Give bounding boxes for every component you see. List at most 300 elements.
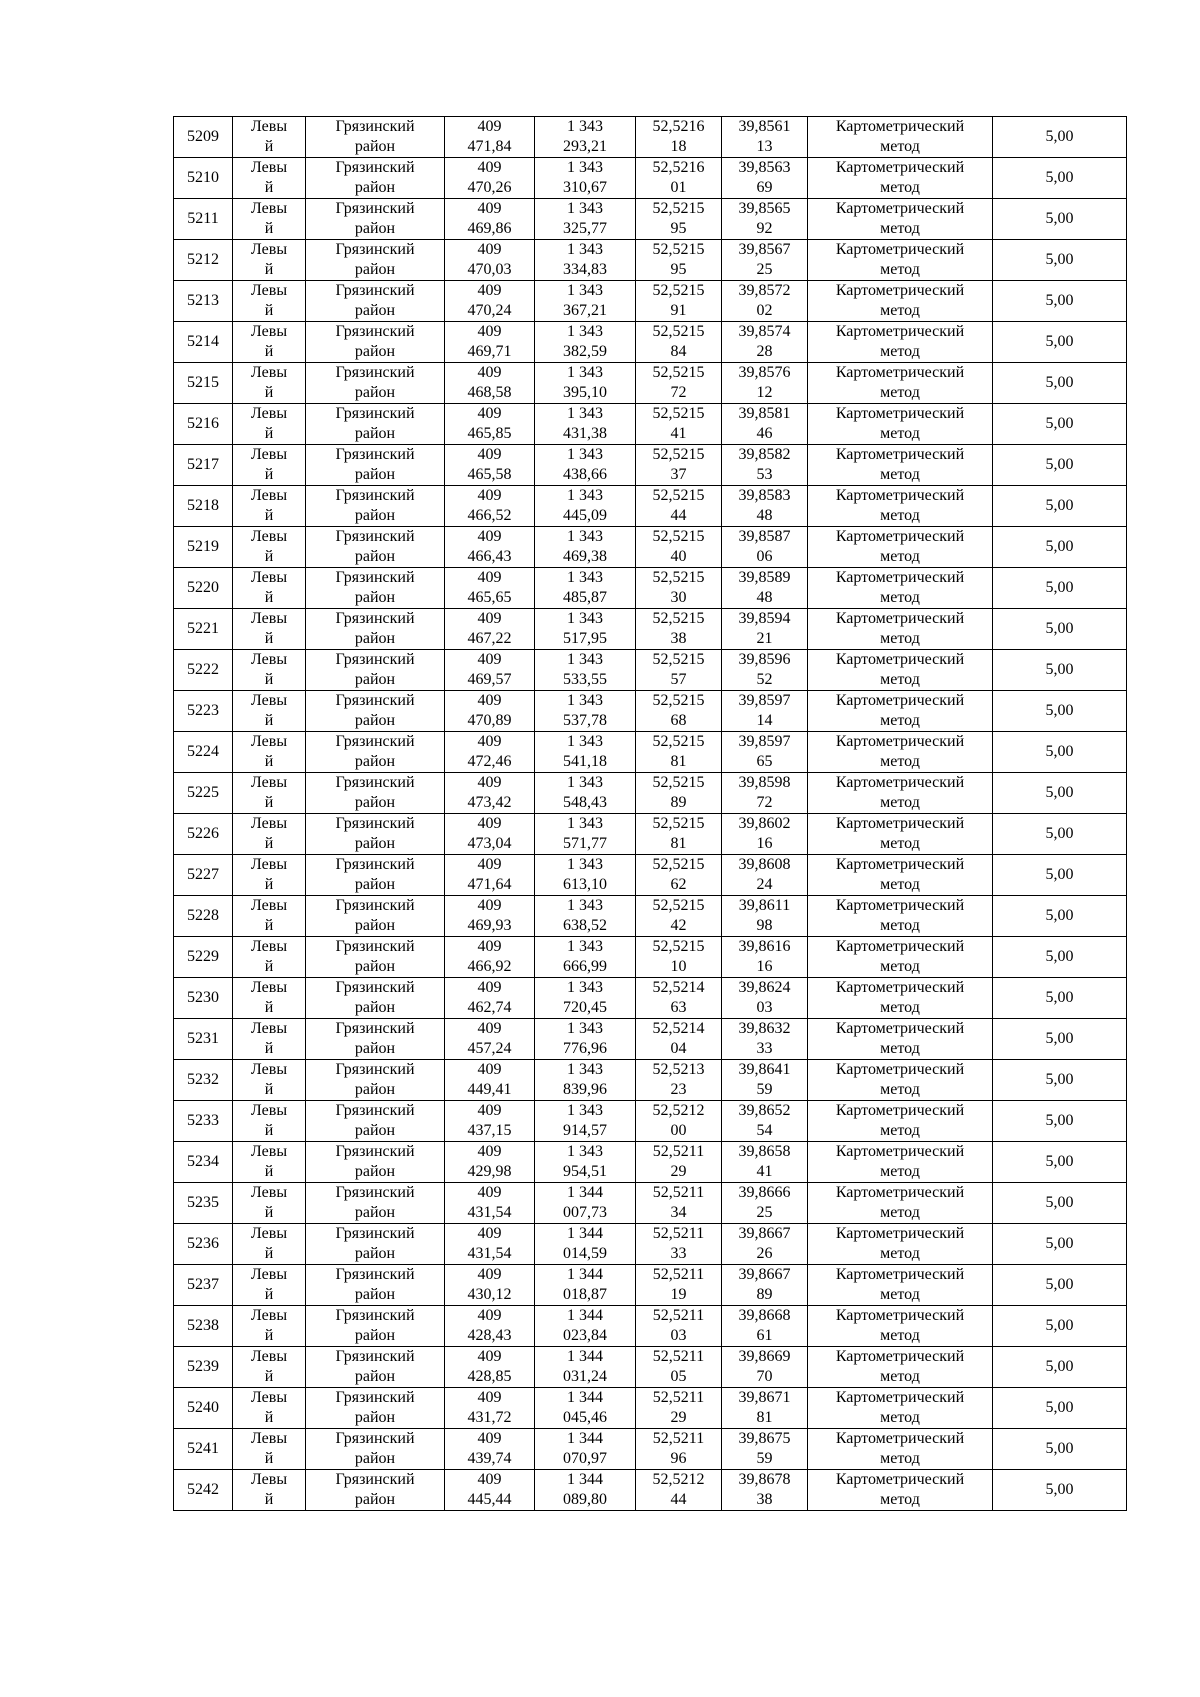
cell-line: Левы — [250, 692, 288, 709]
cell-line: Левы — [250, 938, 288, 955]
table-row — [174, 322, 1127, 363]
district-cell — [306, 1019, 445, 1060]
cell-line: й — [264, 220, 274, 237]
latitude-cell — [636, 445, 722, 486]
accuracy-cell: 5,00 — [993, 1142, 1127, 1183]
cell-line: район — [354, 1204, 396, 1221]
cell-line: 95 — [670, 220, 687, 237]
point-number-cell: 5234 — [174, 1142, 233, 1183]
cell-line: Левы — [250, 1020, 288, 1037]
cell-line: 39,8598 — [738, 774, 791, 791]
cell-line: 33 — [670, 1245, 687, 1262]
table-row — [174, 445, 1127, 486]
method-cell — [808, 281, 993, 322]
y-coordinate-cell — [535, 609, 636, 650]
x-coordinate-cell — [445, 527, 535, 568]
longitude-cell — [722, 1060, 808, 1101]
cell-line: 52,5215 — [652, 692, 705, 709]
cell-line: 541,18 — [563, 753, 607, 770]
cell-line: 39,8587 — [738, 528, 791, 545]
cell-line: 466,52 — [467, 507, 512, 524]
cell-line: 39,8567 — [738, 241, 791, 258]
accuracy-cell: 5,00 — [993, 1019, 1127, 1060]
cell-line: 470,89 — [467, 712, 512, 729]
district-cell — [306, 691, 445, 732]
cell-line: 63 — [670, 999, 687, 1016]
cell-line: й — [264, 507, 274, 524]
cell-line: 16 — [756, 958, 773, 975]
cell-line: 39,8611 — [738, 897, 791, 914]
cell-line: Грязинский — [335, 282, 415, 299]
cell-line: й — [264, 261, 274, 278]
cell-line: Грязинский — [335, 1389, 415, 1406]
cell-line: район — [354, 425, 396, 442]
side-cell — [233, 896, 306, 937]
cell-line: 533,55 — [563, 671, 607, 688]
cell-line: Левы — [250, 118, 288, 135]
x-coordinate-cell — [445, 1060, 535, 1101]
cell-line: 1 344 — [567, 1430, 603, 1447]
longitude-cell — [722, 978, 808, 1019]
cell-line: 29 — [670, 1163, 687, 1180]
district-cell — [306, 1183, 445, 1224]
side-cell — [233, 363, 306, 404]
cell-line: 48 — [756, 589, 773, 606]
longitude-cell — [722, 568, 808, 609]
y-coordinate-cell — [535, 158, 636, 199]
cell-line: 96 — [670, 1450, 687, 1467]
cell-line: Грязинский — [335, 528, 415, 545]
cell-line: 1 343 — [567, 1143, 603, 1160]
table-row — [174, 1142, 1127, 1183]
y-coordinate-cell — [535, 732, 636, 773]
cell-line: 1 344 — [567, 1389, 603, 1406]
table-row — [174, 896, 1127, 937]
y-coordinate-cell — [535, 1019, 636, 1060]
cell-line: метод — [880, 917, 920, 934]
cell-line: 409 — [477, 241, 502, 258]
cell-line: й — [264, 1368, 274, 1385]
cell-line: 1 343 — [567, 856, 603, 873]
x-coordinate-cell — [445, 1306, 535, 1347]
cell-line: 409 — [477, 856, 502, 873]
cell-line: 39,8675 — [738, 1430, 791, 1447]
cell-line: 469,38 — [563, 548, 607, 565]
side-cell — [233, 1470, 306, 1511]
cell-line: 954,51 — [563, 1163, 607, 1180]
side-cell — [233, 445, 306, 486]
cell-line: 25 — [756, 1204, 773, 1221]
cell-line: 1 343 — [567, 200, 603, 217]
method-cell — [808, 650, 993, 691]
cell-line: 52,5215 — [652, 569, 705, 586]
district-cell — [306, 199, 445, 240]
longitude-cell — [722, 1101, 808, 1142]
point-number-cell: 5238 — [174, 1306, 233, 1347]
method-cell — [808, 1019, 993, 1060]
cell-line: 409 — [477, 979, 502, 996]
latitude-cell — [636, 486, 722, 527]
cell-line: 571,77 — [563, 835, 607, 852]
cell-line: 367,21 — [563, 302, 607, 319]
accuracy-cell: 5,00 — [993, 691, 1127, 732]
method-cell — [808, 117, 993, 158]
x-coordinate-cell — [445, 568, 535, 609]
table-row — [174, 609, 1127, 650]
cell-line: 409 — [477, 487, 502, 504]
x-coordinate-cell — [445, 691, 535, 732]
table-row — [174, 1470, 1127, 1511]
cell-line: метод — [880, 507, 920, 524]
method-cell — [808, 445, 993, 486]
cell-line: Картометрический — [835, 200, 965, 217]
cell-line: Картометрический — [835, 651, 965, 668]
table-row — [174, 1388, 1127, 1429]
cell-line: 409 — [477, 733, 502, 750]
accuracy-cell: 5,00 — [993, 240, 1127, 281]
cell-line: й — [264, 999, 274, 1016]
cell-line: 44 — [670, 507, 687, 524]
x-coordinate-cell — [445, 486, 535, 527]
cell-line: 44 — [670, 1491, 687, 1508]
cell-line: 457,24 — [467, 1040, 512, 1057]
table-row — [174, 486, 1127, 527]
side-cell — [233, 1101, 306, 1142]
cell-line: метод — [880, 999, 920, 1016]
latitude-cell — [636, 1388, 722, 1429]
cell-line: метод — [880, 753, 920, 770]
point-number-cell: 5226 — [174, 814, 233, 855]
cell-line: 430,12 — [467, 1286, 512, 1303]
point-number-cell: 5225 — [174, 773, 233, 814]
cell-line: й — [264, 1327, 274, 1344]
cell-line: Грязинский — [335, 364, 415, 381]
cell-line: Грязинский — [335, 1225, 415, 1242]
x-coordinate-cell — [445, 1142, 535, 1183]
cell-line: 52,5215 — [652, 610, 705, 627]
cell-line: 61 — [756, 1327, 773, 1344]
accuracy-cell: 5,00 — [993, 773, 1127, 814]
side-cell — [233, 1429, 306, 1470]
cell-line: 1 344 — [567, 1266, 603, 1283]
table-row — [174, 978, 1127, 1019]
district-cell — [306, 937, 445, 978]
cell-line: 52,5215 — [652, 446, 705, 463]
point-number-cell: 5239 — [174, 1347, 233, 1388]
cell-line: 409 — [477, 1471, 502, 1488]
y-coordinate-cell — [535, 691, 636, 732]
cell-line: 537,78 — [563, 712, 607, 729]
cell-line: й — [264, 630, 274, 647]
method-cell — [808, 486, 993, 527]
y-coordinate-cell — [535, 199, 636, 240]
district-cell — [306, 896, 445, 937]
table-row — [174, 1019, 1127, 1060]
longitude-cell — [722, 650, 808, 691]
cell-line: Картометрический — [835, 323, 965, 340]
accuracy-cell: 5,00 — [993, 527, 1127, 568]
point-number-cell: 5213 — [174, 281, 233, 322]
accuracy-cell: 5,00 — [993, 404, 1127, 445]
cell-line: Картометрический — [835, 405, 965, 422]
cell-line: 409 — [477, 200, 502, 217]
cell-line: район — [354, 466, 396, 483]
cell-line: й — [264, 1409, 274, 1426]
cell-line: 409 — [477, 692, 502, 709]
y-coordinate-cell — [535, 527, 636, 568]
cell-line: метод — [880, 220, 920, 237]
cell-line: район — [354, 1245, 396, 1262]
cell-line: 89 — [756, 1286, 773, 1303]
latitude-cell — [636, 568, 722, 609]
cell-line: 72 — [756, 794, 773, 811]
cell-line: 81 — [670, 753, 687, 770]
cell-line: Левы — [250, 1307, 288, 1324]
cell-line: Грязинский — [335, 405, 415, 422]
cell-line: район — [354, 794, 396, 811]
side-cell — [233, 1388, 306, 1429]
longitude-cell — [722, 363, 808, 404]
method-cell — [808, 814, 993, 855]
cell-line: Левы — [250, 1348, 288, 1365]
cell-line: й — [264, 179, 274, 196]
table-row — [174, 1060, 1127, 1101]
table-row — [174, 937, 1127, 978]
district-cell — [306, 1388, 445, 1429]
cell-line: Картометрический — [835, 364, 965, 381]
cell-line: 449,41 — [467, 1081, 512, 1098]
side-cell — [233, 978, 306, 1019]
x-coordinate-cell — [445, 1388, 535, 1429]
cell-line: й — [264, 712, 274, 729]
cell-line: 52,5211 — [652, 1307, 705, 1324]
cell-line: 409 — [477, 1348, 502, 1365]
cell-line: 39,8581 — [738, 405, 791, 422]
method-cell — [808, 937, 993, 978]
cell-line: й — [264, 1286, 274, 1303]
longitude-cell — [722, 1019, 808, 1060]
cell-line: 59 — [756, 1450, 773, 1467]
cell-line: Левы — [250, 159, 288, 176]
cell-line: Левы — [250, 282, 288, 299]
cell-line: 472,46 — [467, 753, 512, 770]
accuracy-cell: 5,00 — [993, 1306, 1127, 1347]
point-number-cell: 5240 — [174, 1388, 233, 1429]
method-cell — [808, 691, 993, 732]
y-coordinate-cell — [535, 1224, 636, 1265]
cell-line: й — [264, 835, 274, 852]
side-cell — [233, 199, 306, 240]
cell-line: 52,5215 — [652, 282, 705, 299]
district-cell — [306, 732, 445, 773]
longitude-cell — [722, 1142, 808, 1183]
cell-line: 38 — [670, 630, 687, 647]
cell-line: 469,86 — [467, 220, 512, 237]
cell-line: 431,38 — [563, 425, 607, 442]
cell-line: 1 343 — [567, 774, 603, 791]
cell-line: 39,8652 — [738, 1102, 791, 1119]
table-row — [174, 158, 1127, 199]
cell-line: 409 — [477, 528, 502, 545]
cell-line: 469,71 — [467, 343, 512, 360]
cell-line: 00 — [670, 1122, 687, 1139]
district-cell — [306, 281, 445, 322]
x-coordinate-cell — [445, 240, 535, 281]
cell-line: Картометрический — [835, 938, 965, 955]
cell-line: 1 344 — [567, 1471, 603, 1488]
cell-line: 409 — [477, 1266, 502, 1283]
table-row — [174, 404, 1127, 445]
accuracy-cell: 5,00 — [993, 650, 1127, 691]
side-cell — [233, 117, 306, 158]
accuracy-cell: 5,00 — [993, 1265, 1127, 1306]
cell-line: 81 — [670, 835, 687, 852]
cell-line: 21 — [756, 630, 773, 647]
x-coordinate-cell — [445, 732, 535, 773]
cell-line: район — [354, 917, 396, 934]
cell-line: й — [264, 1122, 274, 1139]
cell-line: Картометрический — [835, 1471, 965, 1488]
district-cell — [306, 158, 445, 199]
cell-line: 39,8596 — [738, 651, 791, 668]
side-cell — [233, 1265, 306, 1306]
x-coordinate-cell — [445, 650, 535, 691]
cell-line: Картометрический — [835, 118, 965, 135]
cell-line: 465,85 — [467, 425, 512, 442]
cell-line: Левы — [250, 856, 288, 873]
cell-line: метод — [880, 794, 920, 811]
accuracy-cell: 5,00 — [993, 1347, 1127, 1388]
cell-line: 39,8678 — [738, 1471, 791, 1488]
cell-line: метод — [880, 958, 920, 975]
cell-line: Грязинский — [335, 446, 415, 463]
cell-line: 52,5215 — [652, 733, 705, 750]
cell-line: 431,54 — [467, 1204, 512, 1221]
cell-line: 467,22 — [467, 630, 512, 647]
x-coordinate-cell — [445, 1101, 535, 1142]
cell-line: 52,5215 — [652, 897, 705, 914]
cell-line: й — [264, 589, 274, 606]
cell-line: й — [264, 425, 274, 442]
cell-line: Левы — [250, 1430, 288, 1447]
longitude-cell — [722, 404, 808, 445]
cell-line: 409 — [477, 159, 502, 176]
point-number-cell: 5228 — [174, 896, 233, 937]
table-row — [174, 1429, 1127, 1470]
y-coordinate-cell — [535, 1265, 636, 1306]
cell-line: 409 — [477, 323, 502, 340]
cell-line: район — [354, 179, 396, 196]
y-coordinate-cell — [535, 814, 636, 855]
method-cell — [808, 1101, 993, 1142]
cell-line: Картометрический — [835, 241, 965, 258]
cell-line: Левы — [250, 405, 288, 422]
cell-line: 1 343 — [567, 897, 603, 914]
longitude-cell — [722, 732, 808, 773]
side-cell — [233, 527, 306, 568]
y-coordinate-cell — [535, 281, 636, 322]
cell-line: 48 — [756, 507, 773, 524]
point-number-cell: 5214 — [174, 322, 233, 363]
cell-line: Левы — [250, 323, 288, 340]
cell-line: 409 — [477, 897, 502, 914]
longitude-cell — [722, 896, 808, 937]
latitude-cell — [636, 1429, 722, 1470]
cell-line: 471,84 — [467, 138, 512, 155]
y-coordinate-cell — [535, 1142, 636, 1183]
cell-line: 1 343 — [567, 282, 603, 299]
cell-line: 1 343 — [567, 241, 603, 258]
side-cell — [233, 1019, 306, 1060]
cell-line: 81 — [756, 1409, 773, 1426]
cell-line: 39,8583 — [738, 487, 791, 504]
x-coordinate-cell — [445, 363, 535, 404]
district-cell — [306, 1265, 445, 1306]
method-cell — [808, 240, 993, 281]
point-number-cell: 5210 — [174, 158, 233, 199]
cell-line: 070,97 — [563, 1450, 607, 1467]
table-row — [174, 691, 1127, 732]
cell-line: 02 — [756, 302, 773, 319]
cell-line: 465,65 — [467, 589, 512, 606]
cell-line: й — [264, 384, 274, 401]
cell-line: 638,52 — [563, 917, 607, 934]
cell-line: 39,8641 — [738, 1061, 791, 1078]
cell-line: й — [264, 1491, 274, 1508]
cell-line: Картометрический — [835, 1348, 965, 1365]
accuracy-cell: 5,00 — [993, 322, 1127, 363]
cell-line: й — [264, 1081, 274, 1098]
y-coordinate-cell — [535, 978, 636, 1019]
table-row — [174, 199, 1127, 240]
accuracy-cell: 5,00 — [993, 1060, 1127, 1101]
cell-line: 1 343 — [567, 651, 603, 668]
cell-line: район — [354, 1040, 396, 1057]
cell-line: Грязинский — [335, 1348, 415, 1365]
cell-line: 409 — [477, 1020, 502, 1037]
cell-line: метод — [880, 138, 920, 155]
cell-line: 1 343 — [567, 487, 603, 504]
cell-line: 01 — [670, 179, 687, 196]
cell-line: 53 — [756, 466, 773, 483]
side-cell — [233, 732, 306, 773]
cell-line: 18 — [670, 138, 687, 155]
cell-line: район — [354, 671, 396, 688]
cell-line: й — [264, 958, 274, 975]
side-cell — [233, 404, 306, 445]
cell-line: район — [354, 1327, 396, 1344]
cell-line: 325,77 — [563, 220, 607, 237]
cell-line: 89 — [670, 794, 687, 811]
point-number-cell: 5227 — [174, 855, 233, 896]
cell-line: Левы — [250, 1184, 288, 1201]
cell-line: 409 — [477, 1102, 502, 1119]
cell-line: Картометрический — [835, 692, 965, 709]
district-cell — [306, 773, 445, 814]
cell-line: 39,8616 — [738, 938, 791, 955]
cell-line: Картометрический — [835, 1225, 965, 1242]
cell-line: 46 — [756, 425, 773, 442]
cell-line: 39,8632 — [738, 1020, 791, 1037]
cell-line: й — [264, 466, 274, 483]
cell-line: 409 — [477, 1389, 502, 1406]
cell-line: Грязинский — [335, 610, 415, 627]
cell-line: метод — [880, 1286, 920, 1303]
table-row — [174, 814, 1127, 855]
x-coordinate-cell — [445, 199, 535, 240]
y-coordinate-cell — [535, 322, 636, 363]
cell-line: Картометрический — [835, 1266, 965, 1283]
